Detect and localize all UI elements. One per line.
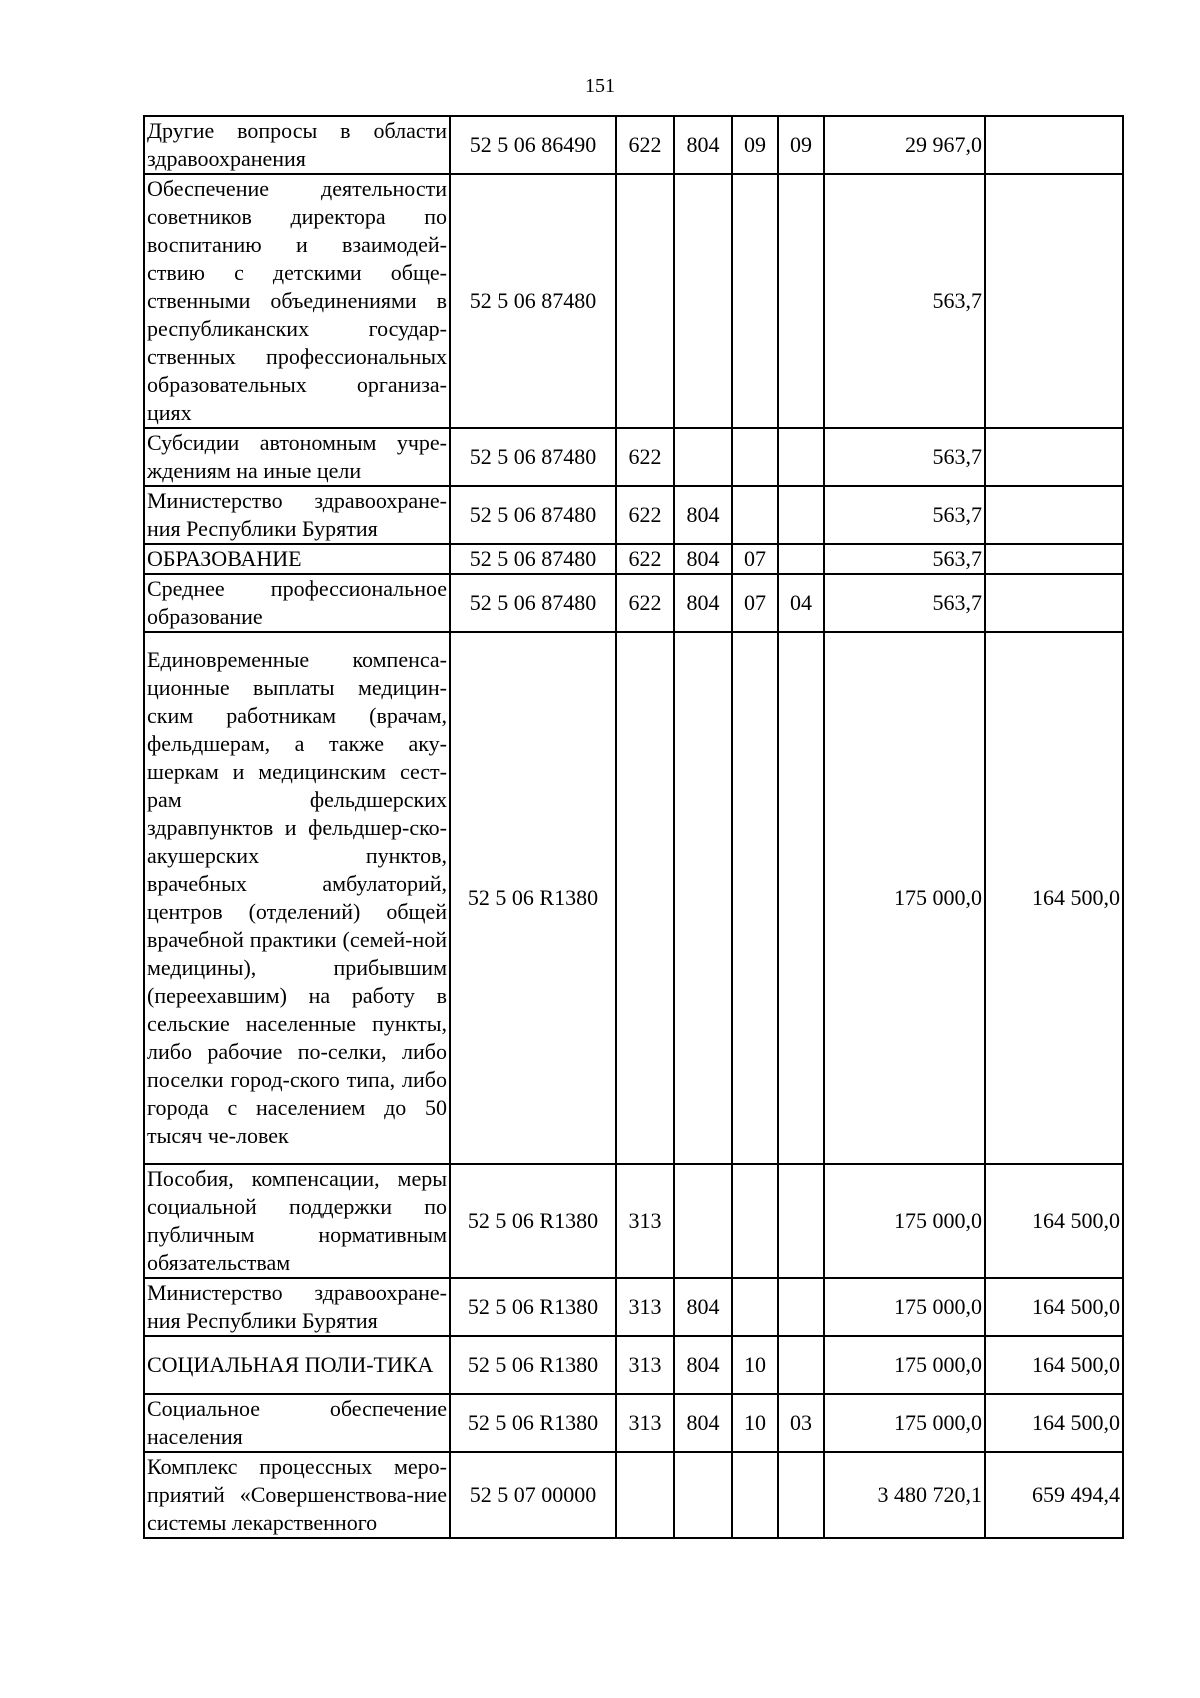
grbs-code xyxy=(674,632,732,1164)
target-code: 52 5 06 87480 xyxy=(450,486,616,544)
amount-year1: 563,7 xyxy=(824,174,985,428)
expense-type: 622 xyxy=(616,116,674,174)
amount-year1: 29 967,0 xyxy=(824,116,985,174)
row-name: Другие вопросы в области здравоохранения xyxy=(144,116,450,174)
table-row xyxy=(144,632,1123,1164)
table-row xyxy=(144,1394,1123,1452)
expense-type: 622 xyxy=(616,428,674,486)
subsection-code xyxy=(778,1336,824,1394)
grbs-code xyxy=(674,428,732,486)
section-code: 10 xyxy=(732,1336,778,1394)
amount-year1: 175 000,0 xyxy=(824,632,985,1164)
amount-year2 xyxy=(985,574,1123,632)
target-code: 52 5 06 86490 xyxy=(450,116,616,174)
section-code: 09 xyxy=(732,116,778,174)
subsection-code xyxy=(778,632,824,1164)
expense-type: 622 xyxy=(616,544,674,574)
amount-year2 xyxy=(985,428,1123,486)
amount-year2: 164 500,0 xyxy=(985,1278,1123,1336)
table-row xyxy=(144,1278,1123,1336)
table-row xyxy=(144,1336,1123,1394)
amount-year1: 3 480 720,1 xyxy=(824,1452,985,1538)
grbs-code: 804 xyxy=(674,1394,732,1452)
amount-year2 xyxy=(985,544,1123,574)
row-name: Среднее профессиональное образование xyxy=(144,574,450,632)
section-code xyxy=(732,174,778,428)
amount-year2 xyxy=(985,116,1123,174)
table-row xyxy=(144,116,1123,174)
expense-type: 313 xyxy=(616,1164,674,1278)
table-row xyxy=(144,174,1123,428)
expense-type: 313 xyxy=(616,1394,674,1452)
amount-year2 xyxy=(985,486,1123,544)
target-code: 52 5 07 00000 xyxy=(450,1452,616,1538)
table-row xyxy=(144,428,1123,486)
subsection-code: 04 xyxy=(778,574,824,632)
target-code: 52 5 06 R1380 xyxy=(450,1336,616,1394)
row-name: СОЦИАЛЬНАЯ ПОЛИ-ТИКА xyxy=(144,1336,450,1394)
subsection-code xyxy=(778,544,824,574)
target-code: 52 5 06 R1380 xyxy=(450,1394,616,1452)
amount-year1: 175 000,0 xyxy=(824,1278,985,1336)
grbs-code: 804 xyxy=(674,116,732,174)
row-name: Комплекс процессных меро-приятий «Совершенствова-ние системы лекарственного xyxy=(144,1452,450,1538)
amount-year2 xyxy=(985,174,1123,428)
table-row xyxy=(144,574,1123,632)
section-code xyxy=(732,1278,778,1336)
grbs-code xyxy=(674,174,732,428)
amount-year2: 164 500,0 xyxy=(985,1164,1123,1278)
target-code: 52 5 06 R1380 xyxy=(450,1164,616,1278)
row-name: Министерство здравоохране-ния Республики Бурятия xyxy=(144,486,450,544)
subsection-code xyxy=(778,428,824,486)
amount-year2: 164 500,0 xyxy=(985,1394,1123,1452)
section-code: 10 xyxy=(732,1394,778,1452)
expense-type: 313 xyxy=(616,1278,674,1336)
amount-year1: 563,7 xyxy=(824,486,985,544)
amount-year2: 164 500,0 xyxy=(985,632,1123,1164)
grbs-code xyxy=(674,1452,732,1538)
amount-year1: 563,7 xyxy=(824,428,985,486)
page-number: 151 xyxy=(585,75,615,97)
row-name: Единовременные компенса-ционные выплаты медицин-ским работникам (врачам, фельдшерам, а также аку-шеркам и медицинским сест-рам фельдшерских здравпунктов и фельдшер-ско-акушерских пунктов, врачебных амбулаторий, центров (отделений) общей врачебной практики (семей-ной медицины), прибывшим (переехавшим) на работу в сельские населенные пункты, либо рабочие по-селки, либо поселки город-ского типа, либо города с населением до 50 тысяч че-ловек xyxy=(144,632,450,1164)
table-row xyxy=(144,544,1123,574)
grbs-code: 804 xyxy=(674,544,732,574)
target-code: 52 5 06 87480 xyxy=(450,574,616,632)
target-code: 52 5 06 87480 xyxy=(450,174,616,428)
expense-type: 313 xyxy=(616,1336,674,1394)
section-code xyxy=(732,1164,778,1278)
amount-year2: 659 494,4 xyxy=(985,1452,1123,1538)
grbs-code: 804 xyxy=(674,1278,732,1336)
row-name: Министерство здравоохране-ния Республики Бурятия xyxy=(144,1278,450,1336)
row-name: Обеспечение деятельности советников директора по воспитанию и взаимодей-ствию с детскими обще-ственными объединениями в республиканских государ-ственных профессиональных образовательных организа-циях xyxy=(144,174,450,428)
table-row xyxy=(144,1164,1123,1278)
expense-type: 622 xyxy=(616,574,674,632)
section-code xyxy=(732,428,778,486)
subsection-code xyxy=(778,1164,824,1278)
section-code: 07 xyxy=(732,544,778,574)
target-code: 52 5 06 R1380 xyxy=(450,1278,616,1336)
grbs-code xyxy=(674,1164,732,1278)
subsection-code: 09 xyxy=(778,116,824,174)
amount-year1: 175 000,0 xyxy=(824,1164,985,1278)
subsection-code xyxy=(778,174,824,428)
grbs-code: 804 xyxy=(674,486,732,544)
row-name: Субсидии автономным учре-ждениям на иные цели xyxy=(144,428,450,486)
expense-type xyxy=(616,632,674,1164)
section-code xyxy=(732,486,778,544)
row-name: Социальное обеспечение населения xyxy=(144,1394,450,1452)
section-code: 07 xyxy=(732,574,778,632)
section-code xyxy=(732,1452,778,1538)
expense-type xyxy=(616,174,674,428)
table-row xyxy=(144,1452,1123,1538)
row-name: ОБРАЗОВАНИЕ xyxy=(144,544,450,574)
amount-year1: 563,7 xyxy=(824,574,985,632)
section-code xyxy=(732,632,778,1164)
table-row xyxy=(144,486,1123,544)
subsection-code: 03 xyxy=(778,1394,824,1452)
grbs-code: 804 xyxy=(674,1336,732,1394)
amount-year1: 563,7 xyxy=(824,544,985,574)
amount-year1: 175 000,0 xyxy=(824,1394,985,1452)
expense-type xyxy=(616,1452,674,1538)
budget-table xyxy=(143,115,1124,1539)
amount-year1: 175 000,0 xyxy=(824,1336,985,1394)
target-code: 52 5 06 R1380 xyxy=(450,632,616,1164)
subsection-code xyxy=(778,1452,824,1538)
grbs-code: 804 xyxy=(674,574,732,632)
subsection-code xyxy=(778,1278,824,1336)
target-code: 52 5 06 87480 xyxy=(450,428,616,486)
target-code: 52 5 06 87480 xyxy=(450,544,616,574)
expense-type: 622 xyxy=(616,486,674,544)
amount-year2: 164 500,0 xyxy=(985,1336,1123,1394)
subsection-code xyxy=(778,486,824,544)
row-name: Пособия, компенсации, меры социальной поддержки по публичным нормативным обязательствам xyxy=(144,1164,450,1278)
